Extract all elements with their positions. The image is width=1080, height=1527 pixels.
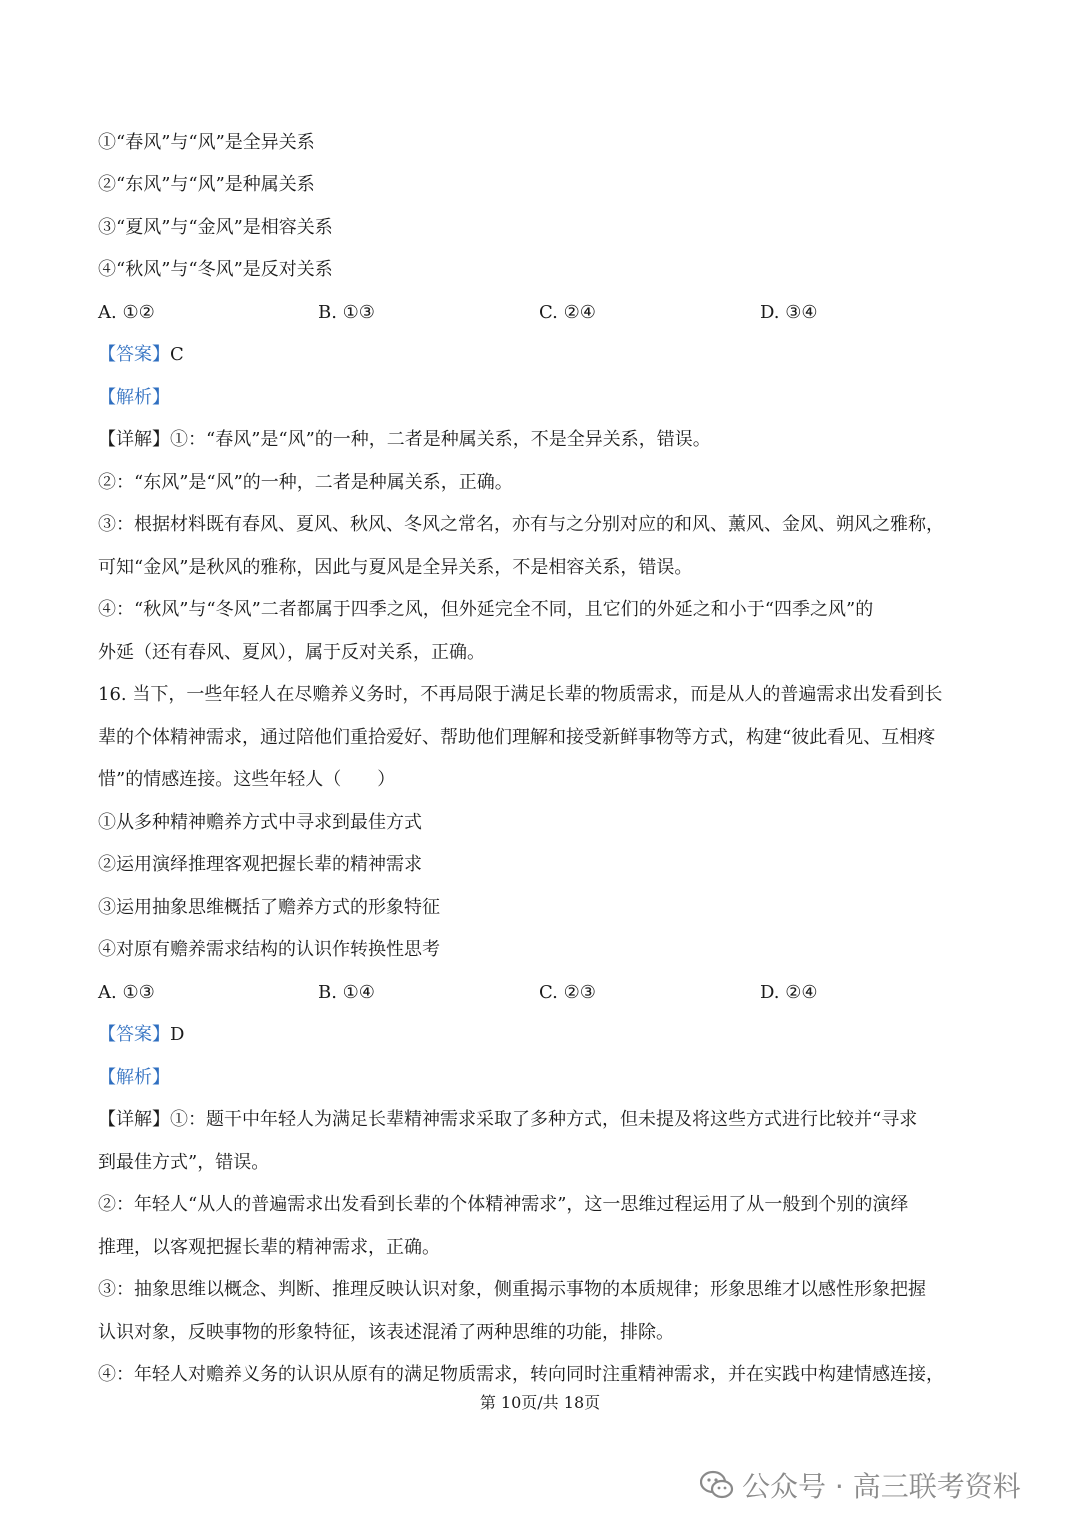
q16-stem-3: 惜”的情感连接。这些年轻人（ ） bbox=[98, 769, 396, 790]
q16-stem-1: 16. 当下，一些年轻人在尽赡养义务时，不再局限于满足长辈的物质需求，而是从人的普遍需求出发看到长 bbox=[98, 684, 943, 705]
q16-statement-4: ④对原有赡养需求结构的认识作转换性思考 bbox=[98, 939, 440, 960]
detail-text: ①：“春风”是“风”的一种，二者是种属关系，不是全异关系，错误。 bbox=[170, 429, 711, 450]
q16-statement-3: ③运用抽象思维概括了赡养方式的形象特征 bbox=[98, 897, 440, 918]
q16-option-b: B. ①④ bbox=[318, 982, 375, 1003]
q16-option-a: A. ①③ bbox=[98, 982, 155, 1003]
q15-statement-2: ②“东风”与“风”是种属关系 bbox=[98, 174, 315, 195]
q15-option-d: D. ③④ bbox=[760, 302, 818, 323]
q16-option-c: C. ②③ bbox=[539, 982, 596, 1003]
watermark bbox=[700, 1465, 1021, 1505]
answer-tag: 【答案】 bbox=[98, 1024, 170, 1045]
answer-tag: 【答案】 bbox=[98, 344, 170, 365]
q16-detail-2a: ②：年轻人“从人的普遍需求出发看到长辈的个体精神需求”，这一思维过程运用了从一般到个别的演绎 bbox=[98, 1194, 909, 1215]
q16-detail-2b: 推理，以客观把握长辈的精神需求，正确。 bbox=[98, 1237, 440, 1258]
q15-answer bbox=[98, 342, 983, 368]
q15-detail-2: ②：“东风”是“风”的一种，二者是种属关系，正确。 bbox=[98, 472, 513, 493]
q15-detail-1 bbox=[98, 427, 983, 453]
page-footer: 第 10页/共 18页 bbox=[479, 1393, 601, 1412]
q16-detail-4a: ④：年轻人对赡养义务的认识从原有的满足物质需求，转向同时注重精神需求，并在实践中构建情感连接， bbox=[98, 1364, 944, 1385]
q16-detail-3b: 认识对象，反映事物的形象特征，该表述混淆了两种思维的功能，排除。 bbox=[98, 1322, 674, 1343]
q15-statement-1: ①“春风”与“风”是全异关系 bbox=[98, 132, 315, 153]
q15-analysis bbox=[98, 385, 983, 411]
answer-value: C bbox=[170, 344, 184, 365]
q16-detail-1a bbox=[98, 1107, 983, 1133]
q15-option-c: C. ②④ bbox=[539, 302, 596, 323]
watermark-text: 公众号 · 高三联考资料 bbox=[742, 1470, 1021, 1503]
q16-detail-1b: 到最佳方式”，错误。 bbox=[98, 1152, 270, 1173]
q15-detail-3b: 可知“金风”是秋风的雅称，因此与夏风是全异关系，不是相容关系，错误。 bbox=[98, 557, 693, 578]
q15-detail-4b: 外延（还有春风、夏风），属于反对关系，正确。 bbox=[98, 642, 485, 663]
q16-statement-2: ②运用演绎推理客观把握长辈的精神需求 bbox=[98, 854, 422, 875]
q16-analysis bbox=[98, 1065, 983, 1091]
analysis-tag: 【解析】 bbox=[98, 1067, 170, 1088]
detail-tag: 【详解】 bbox=[98, 1109, 170, 1130]
detail-text: ①：题干中年轻人为满足长辈精神需求采取了多种方式，但未提及将这些方式进行比较并“寻求 bbox=[170, 1109, 918, 1130]
answer-value: D bbox=[170, 1024, 185, 1045]
wechat-icon bbox=[700, 1470, 734, 1500]
q16-statement-1: ①从多种精神赡养方式中寻求到最佳方式 bbox=[98, 812, 422, 833]
q16-stem-2: 辈的个体精神需求，通过陪他们重拾爱好、帮助他们理解和接受新鲜事物等方式，构建“彼此看见、互相疼 bbox=[98, 727, 936, 748]
q15-statement-4: ④“秋风”与“冬风”是反对关系 bbox=[98, 259, 333, 280]
detail-tag: 【详解】 bbox=[98, 429, 170, 450]
q16-detail-3a: ③：抽象思维以概念、判断、推理反映认识对象，侧重揭示事物的本质规律；形象思维才以感性形象把握 bbox=[98, 1279, 926, 1300]
q16-option-d: D. ②④ bbox=[760, 982, 818, 1003]
q15-statement-3: ③“夏风”与“金风”是相容关系 bbox=[98, 217, 333, 238]
q15-detail-3a: ③：根据材料既有春风、夏风、秋风、冬风之常名，亦有与之分别对应的和风、薰风、金风、朔风之雅称， bbox=[98, 514, 944, 535]
analysis-tag: 【解析】 bbox=[98, 387, 170, 408]
q15-option-b: B. ①③ bbox=[318, 302, 375, 323]
q16-answer bbox=[98, 1022, 983, 1048]
q15-detail-4a: ④：“秋风”与“冬风”二者都属于四季之风，但外延完全不同，且它们的外延之和小于“四季之风”的 bbox=[98, 599, 874, 620]
q15-option-a: A. ①② bbox=[98, 302, 155, 323]
